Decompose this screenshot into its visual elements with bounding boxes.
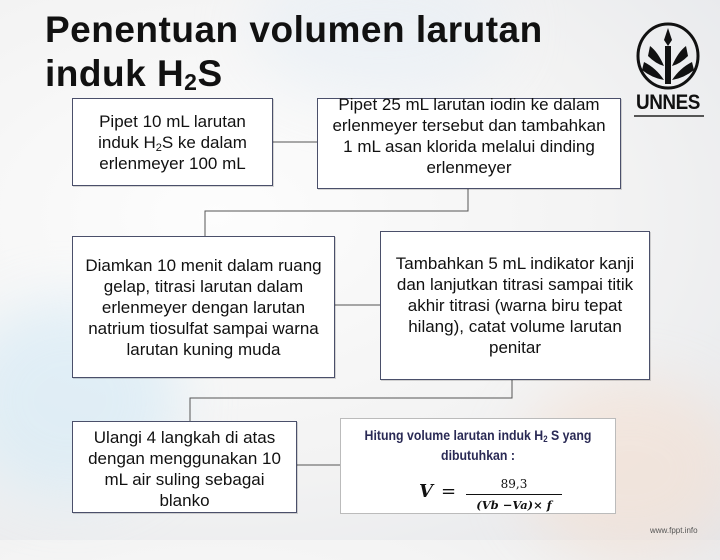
step-2-text: Pipet 25 mL larutan iodin ke dalam erlenmeyer tersebut dan tambahkan 1 mL asan klorida melalui dinding erlenmeyer	[332, 95, 606, 177]
logo-wordmark: UNNES	[636, 91, 700, 114]
formula-equals: =	[441, 481, 457, 502]
step-1-post: S ke dalam erlenmeyer 100 mL	[99, 132, 247, 173]
logo-underline	[634, 115, 704, 117]
formula-denominator: (Vb −Va)× f	[476, 498, 552, 512]
step-1-pre: Pipet 10 mL larutan induk H	[98, 111, 246, 152]
title-line-1: Penentuan volumen larutan	[45, 9, 543, 50]
connector-step4-step5	[190, 380, 512, 421]
formula-numerator: 89,3	[500, 477, 528, 491]
footer-credit: www.fppt.info	[650, 526, 698, 535]
step-1-text	[81, 111, 264, 174]
formula-instruction-line-1	[357, 427, 598, 443]
step-3-text: Diamkan 10 menit dalam ruang gelap, titrasi larutan dalam erlenmeyer dengan larutan natrium tiosulfat sampai warna larutan kuning muda	[85, 255, 322, 359]
connector-step2-step3	[205, 189, 468, 236]
formula-fraction-bar	[466, 494, 562, 495]
step-box-4	[380, 231, 650, 380]
step-4-text: Tambahkan 5 mL indikator kanji dan lanjutkan titrasi sampai titik akhir titrasi (warna biru tepat hilang), catat volume larutan penitar	[395, 254, 635, 357]
step-box-2	[317, 95, 621, 189]
step-1-subscript: 2	[155, 141, 162, 154]
formula-line-1-post: S yang	[551, 427, 592, 443]
step-box-5	[72, 421, 297, 513]
title-line-2-tail: S	[197, 53, 223, 94]
formula-variable: V	[419, 481, 433, 502]
title-subscript: 2	[184, 69, 198, 95]
title-line-2-text: induk H	[45, 53, 185, 94]
formula-panel	[340, 418, 616, 514]
step-box-3	[72, 236, 335, 378]
step-5-text: Ulangi 4 langkah di atas dengan menggunakan 10 mL air suling sebagai blanko	[88, 428, 281, 510]
step-box-1	[72, 98, 273, 186]
formula-instruction-line-2: dibutuhkan :	[441, 447, 515, 463]
formula-line-1-pre: Hitung volume larutan induk H	[364, 427, 544, 443]
formula-line-1-subscript: 2	[543, 434, 548, 444]
